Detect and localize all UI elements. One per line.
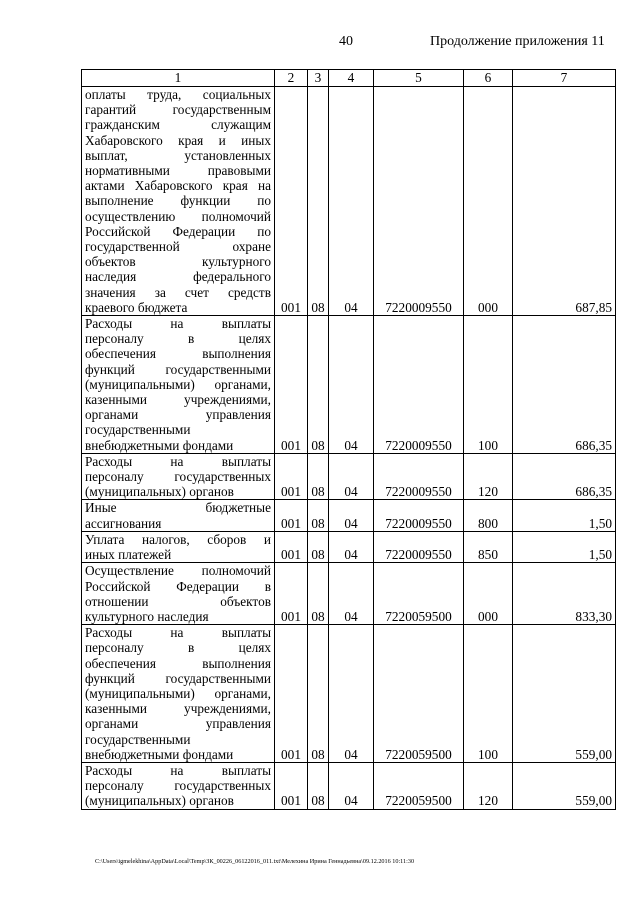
amount: 1,50 xyxy=(513,531,616,562)
description-line: органами управления xyxy=(85,407,271,423)
description-line: персоналу в целях xyxy=(85,331,271,347)
code-target: 7220059500 xyxy=(374,762,464,809)
code-expense-type: 100 xyxy=(464,316,513,454)
description-line: выплат, установленных xyxy=(85,147,271,163)
table-row xyxy=(82,625,616,763)
amount: 559,00 xyxy=(513,625,616,763)
description-line: краевого бюджета xyxy=(85,299,188,315)
code-section: 08 xyxy=(308,87,329,316)
description-line: обеспечения выполнения xyxy=(85,655,271,671)
code-expense-type: 850 xyxy=(464,531,513,562)
description-line: персоналу государственных xyxy=(85,469,271,485)
description-line: Российской Федерации в xyxy=(85,578,271,594)
description-line: культурного наследия xyxy=(85,608,209,624)
row-description xyxy=(82,87,275,316)
code-section: 08 xyxy=(308,762,329,809)
code-target: 7220059500 xyxy=(374,563,464,625)
code-target: 7220009550 xyxy=(374,531,464,562)
description-line: наследия федерального xyxy=(85,269,271,285)
description-line: нормативными правовыми xyxy=(85,163,271,179)
code-section: 08 xyxy=(308,500,329,531)
description-line: Расходы на выплаты xyxy=(85,625,271,641)
code-subsection: 04 xyxy=(329,453,374,500)
description-line: Расходы на выплаты xyxy=(85,762,271,778)
description-line: внебюджетными фондами xyxy=(85,746,234,762)
code-section: 08 xyxy=(308,453,329,500)
code-section: 08 xyxy=(308,625,329,763)
column-header: 6 xyxy=(464,70,513,87)
description-line: выполнение функции по xyxy=(85,193,271,209)
code-target: 7220009550 xyxy=(374,87,464,316)
code-subsection: 04 xyxy=(329,563,374,625)
description-line: гарантий государственным xyxy=(85,102,271,118)
footer-path: C:\Users\igmelekhina\AppData\Local\Temp\ЗК_00226_06122016_011.txt\Мелехина Ирина Геннадьевна\09.12.2016 10:11:30 xyxy=(95,858,415,865)
code-target: 7220009550 xyxy=(374,500,464,531)
description-line: (муниципальных) органов xyxy=(85,484,234,500)
column-header: 1 xyxy=(82,70,275,87)
code-ministry: 001 xyxy=(275,87,308,316)
description-line: иных платежей xyxy=(85,547,172,563)
description-line: осуществлению полномочий xyxy=(85,208,271,224)
code-section: 08 xyxy=(308,316,329,454)
code-ministry: 001 xyxy=(275,500,308,531)
description-line: функций государственными xyxy=(85,361,271,377)
code-subsection: 04 xyxy=(329,87,374,316)
row-description xyxy=(82,762,275,809)
code-expense-type: 000 xyxy=(464,87,513,316)
description-line: объектов культурного xyxy=(85,254,271,270)
description-line: актами Хабаровского края на xyxy=(85,178,271,194)
description-line: Иные бюджетные xyxy=(85,500,271,516)
description-line: Осуществление полномочий xyxy=(85,563,271,579)
row-description xyxy=(82,500,275,531)
code-subsection: 04 xyxy=(329,500,374,531)
table-header-row xyxy=(82,70,616,87)
description-line: персоналу государственных xyxy=(85,778,271,794)
column-header: 4 xyxy=(329,70,374,87)
table-row xyxy=(82,500,616,531)
code-subsection: 04 xyxy=(329,762,374,809)
code-ministry: 001 xyxy=(275,531,308,562)
amount: 1,50 xyxy=(513,500,616,531)
row-description xyxy=(82,453,275,500)
code-subsection: 04 xyxy=(329,625,374,763)
description-line: Расходы на выплаты xyxy=(85,453,271,469)
code-target: 7220009550 xyxy=(374,316,464,454)
amount: 687,85 xyxy=(513,87,616,316)
column-header: 7 xyxy=(513,70,616,87)
table-row xyxy=(82,563,616,625)
row-description xyxy=(82,531,275,562)
code-ministry: 001 xyxy=(275,316,308,454)
description-line: (муниципальных) органов xyxy=(85,793,234,809)
description-line: (муниципальными) органами, xyxy=(85,685,271,701)
description-line: внебюджетными фондами xyxy=(85,437,234,453)
code-expense-type: 100 xyxy=(464,625,513,763)
code-target: 7220059500 xyxy=(374,625,464,763)
description-line: государственными xyxy=(85,422,191,438)
description-line: оплаты труда, социальных xyxy=(85,87,271,102)
table-row xyxy=(82,87,616,316)
description-line: Расходы на выплаты xyxy=(85,316,271,332)
code-expense-type: 120 xyxy=(464,762,513,809)
code-ministry: 001 xyxy=(275,762,308,809)
code-subsection: 04 xyxy=(329,316,374,454)
row-description xyxy=(82,625,275,763)
page-header: Продолжение приложения 11 xyxy=(430,34,605,49)
code-subsection: 04 xyxy=(329,531,374,562)
description-line: казенными учреждениями, xyxy=(85,392,271,408)
code-section: 08 xyxy=(308,563,329,625)
table-row xyxy=(82,762,616,809)
description-line: отношении объектов xyxy=(85,593,271,609)
description-line: Уплата налогов, сборов и xyxy=(85,531,271,547)
description-line: государственными xyxy=(85,731,191,747)
budget-table xyxy=(81,69,616,810)
description-line: Хабаровского края и иных xyxy=(85,132,271,148)
amount: 833,30 xyxy=(513,563,616,625)
description-line: функций государственными xyxy=(85,670,271,686)
column-header: 5 xyxy=(374,70,464,87)
description-line: обеспечения выполнения xyxy=(85,346,271,362)
code-expense-type: 120 xyxy=(464,453,513,500)
code-expense-type: 000 xyxy=(464,563,513,625)
table-row xyxy=(82,453,616,500)
description-line: казенными учреждениями, xyxy=(85,701,271,717)
column-header: 3 xyxy=(308,70,329,87)
table-row xyxy=(82,316,616,454)
column-header: 2 xyxy=(275,70,308,87)
code-ministry: 001 xyxy=(275,625,308,763)
description-line: органами управления xyxy=(85,716,271,732)
code-target: 7220009550 xyxy=(374,453,464,500)
description-line: персоналу в целях xyxy=(85,640,271,656)
description-line: значения за счет средств xyxy=(85,284,271,300)
code-section: 08 xyxy=(308,531,329,562)
description-line: ассигнования xyxy=(85,515,162,531)
amount: 686,35 xyxy=(513,453,616,500)
page-number: 40 xyxy=(339,34,353,49)
description-line: Российской Федерации по xyxy=(85,223,271,239)
row-description xyxy=(82,563,275,625)
amount: 686,35 xyxy=(513,316,616,454)
amount: 559,00 xyxy=(513,762,616,809)
code-ministry: 001 xyxy=(275,563,308,625)
description-line: государственной охране xyxy=(85,239,271,255)
description-line: (муниципальными) органами, xyxy=(85,376,271,392)
table-row xyxy=(82,531,616,562)
code-expense-type: 800 xyxy=(464,500,513,531)
description-line: гражданским служащим xyxy=(85,117,271,133)
code-ministry: 001 xyxy=(275,453,308,500)
row-description xyxy=(82,316,275,454)
